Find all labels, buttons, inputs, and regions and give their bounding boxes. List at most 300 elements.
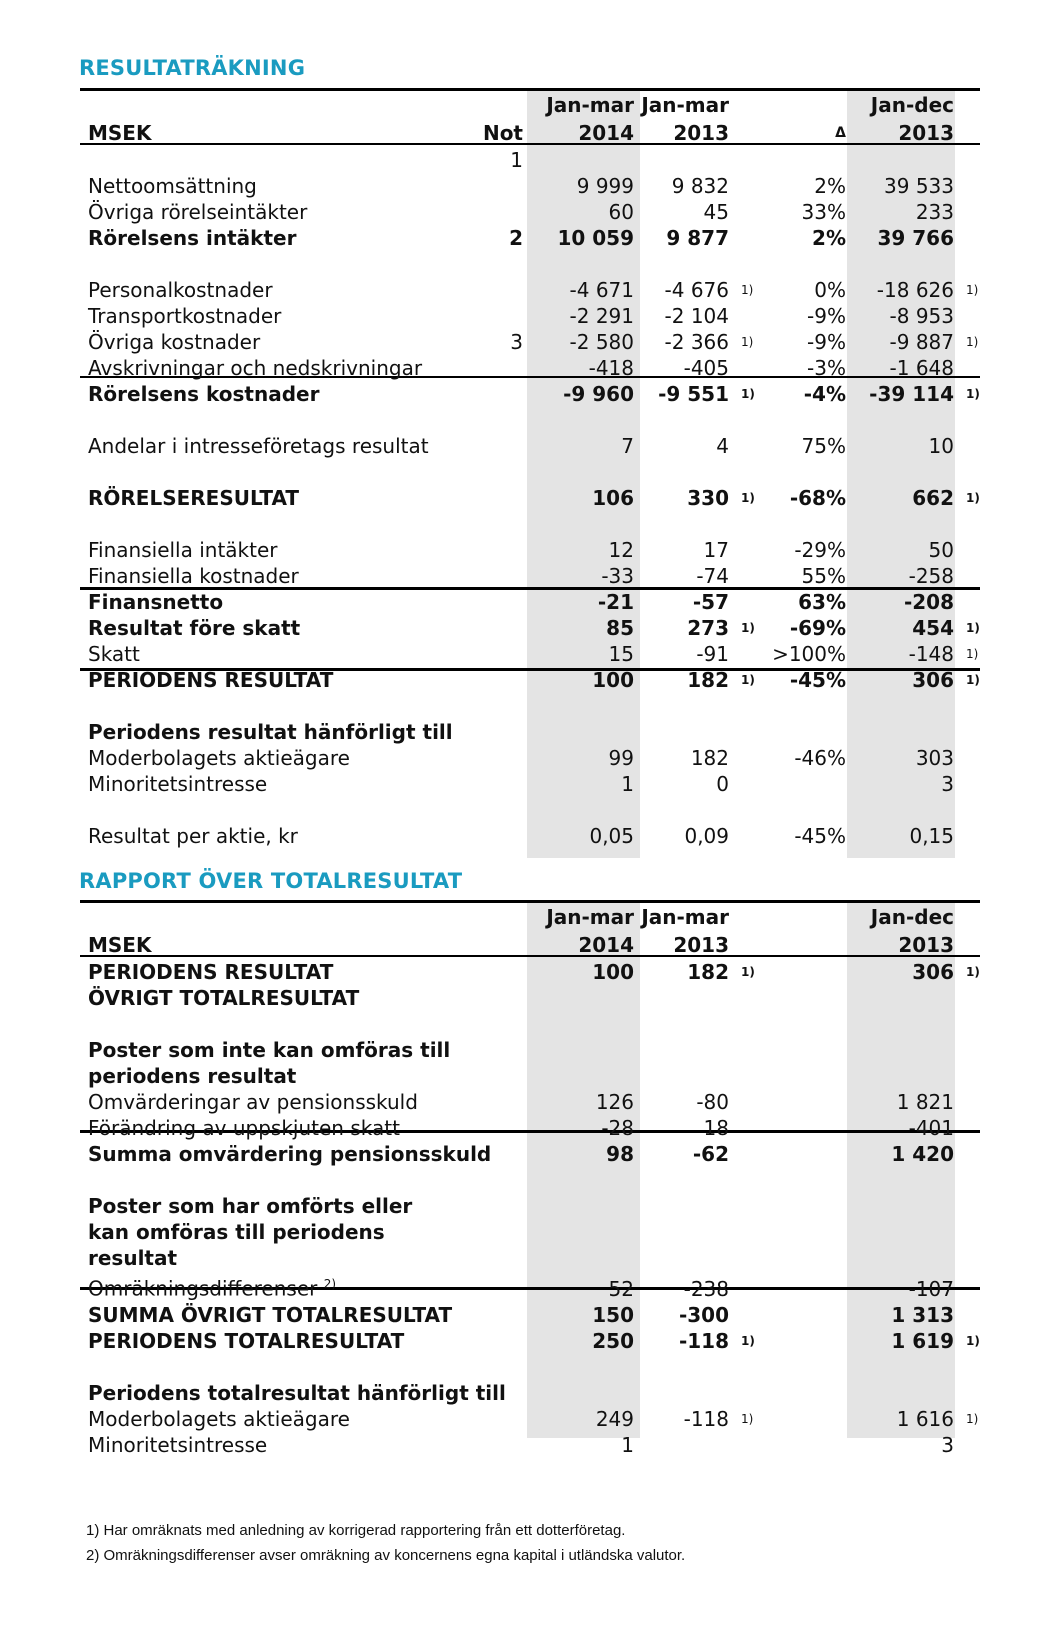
value-jan-mar-2014: 150: [592, 1302, 634, 1327]
value-jan-mar-2014: 52: [608, 1276, 634, 1301]
value-delta: [752, 147, 852, 173]
footnote-marker: [735, 303, 752, 329]
footnote-marker: [735, 1089, 752, 1115]
col2-head2-line2: 2013: [673, 933, 729, 957]
value-delta: -46%: [794, 746, 846, 770]
footnote-marker: [960, 1380, 980, 1406]
value-delta: [752, 1141, 852, 1167]
row-label: Moderbolagets aktieägare: [88, 746, 350, 770]
row-label: Skatt: [88, 642, 140, 666]
table-row: [80, 433, 980, 459]
value-jan-dec-2013: -107: [908, 1276, 954, 1301]
value-jan-dec-2013: 39 766: [877, 226, 954, 250]
row-label: SUMMA ÖVRIGT TOTALRESULTAT: [88, 1302, 453, 1327]
row-label: ÖVRIGT TOTALRESULTAT: [88, 986, 360, 1010]
row-note: [480, 1406, 527, 1432]
value-delta: -4%: [803, 382, 846, 406]
footnote-marker: [735, 199, 752, 225]
value-delta: -29%: [794, 538, 846, 562]
value-jan-mar-2013: -2 104: [664, 304, 729, 328]
value-delta: [752, 1063, 852, 1089]
footnote-marker: 1): [966, 387, 980, 401]
footnote-marker: 1): [741, 673, 755, 687]
value-jan-mar-2013: [640, 1432, 735, 1458]
value-jan-mar-2013: -405: [683, 356, 729, 380]
header2-row-1: [80, 903, 980, 931]
row-note: [480, 303, 527, 329]
row-label: Avskrivningar och nedskrivningar: [88, 356, 423, 380]
table-row: [80, 1115, 980, 1141]
row-label: periodens resultat: [88, 1064, 297, 1088]
col1-head2-line1: Jan-mar: [546, 905, 634, 929]
row-label: Transportkostnader: [88, 304, 282, 328]
col1-head-line2: 2014: [578, 121, 634, 145]
value-jan-mar-2014: 249: [595, 1406, 634, 1431]
row-note: 1: [510, 148, 523, 172]
footnote-marker: [735, 1432, 752, 1458]
row-note: [480, 589, 527, 615]
value-delta: 55%: [801, 564, 846, 588]
row-note: [480, 381, 527, 407]
value-jan-mar-2013: [640, 719, 735, 745]
value-jan-mar-2013: -9 551: [658, 382, 729, 406]
value-jan-mar-2014: 0,05: [589, 824, 634, 848]
table-row: [80, 1193, 980, 1219]
footnote-marker: [735, 563, 752, 589]
footnote-1: 1) Har omräknats med anledning av korrigerad rapportering från ett dotterföretag.: [86, 1522, 626, 1539]
value-jan-dec-2013: -258: [908, 564, 954, 588]
footnote-marker: [735, 719, 752, 745]
footnote-marker: [735, 1141, 752, 1167]
value-jan-dec-2013: 1 821: [896, 1090, 954, 1114]
value-jan-mar-2013: 0,09: [684, 824, 729, 848]
row-note: [480, 719, 527, 745]
footnote-marker: 1): [741, 621, 755, 635]
col2-head-line1: Jan-mar: [641, 93, 729, 117]
value-jan-mar-2013: [640, 1193, 735, 1219]
row-label: Rörelsens kostnader: [88, 382, 320, 406]
col2-head2-line1: Jan-mar: [641, 905, 729, 929]
table-row: [80, 1380, 980, 1406]
value-delta: -45%: [794, 824, 846, 848]
value-jan-mar-2013: 182: [687, 960, 729, 984]
spacer-row: [80, 511, 980, 537]
row-note: [480, 433, 527, 459]
value-jan-dec-2013: -8 953: [889, 304, 954, 328]
table-row: [80, 589, 980, 615]
spacer-row: [80, 251, 980, 277]
value-jan-mar-2013: -74: [696, 564, 729, 588]
table-row: [80, 1328, 980, 1354]
value-jan-dec-2013: [852, 1037, 960, 1063]
row-label: resultat: [88, 1246, 178, 1270]
footnote-marker: [960, 537, 980, 563]
row-label: Finansnetto: [88, 590, 224, 614]
value-jan-dec-2013: 39 533: [884, 174, 954, 198]
header2-row-2: [80, 931, 980, 959]
row-note: [480, 615, 527, 641]
footnote-marker: [735, 1115, 752, 1141]
row-label: Resultat före skatt: [88, 616, 301, 640]
value-jan-mar-2014: -21: [597, 590, 634, 614]
footnote-marker: 1): [741, 965, 755, 979]
row-label: [80, 1271, 480, 1302]
footnote-marker: [960, 719, 980, 745]
value-jan-mar-2013: 182: [690, 746, 729, 770]
col4-head-line2: 2013: [898, 121, 954, 145]
value-jan-mar-2014: -9 960: [563, 382, 634, 406]
footnote-marker: [960, 771, 980, 797]
value-delta: [752, 959, 852, 985]
row-label: Moderbolagets aktieägare: [88, 1406, 350, 1431]
value-jan-mar-2013: -91: [696, 642, 729, 666]
row-label: Minoritetsintresse: [88, 1432, 268, 1457]
value-jan-mar-2013: [640, 1063, 735, 1089]
table-row: [80, 563, 980, 589]
value-jan-dec-2013: [852, 985, 960, 1011]
table-row: [80, 641, 980, 667]
value-jan-dec-2013: 454: [912, 616, 954, 640]
table-row: [80, 1063, 980, 1089]
footnote-marker: [960, 1245, 980, 1271]
row-note: [480, 985, 527, 1011]
footnote-marker: [960, 433, 980, 459]
comprehensive-table: [80, 903, 980, 1458]
footnote-marker: [735, 771, 752, 797]
footnote-marker: [960, 563, 980, 589]
value-jan-dec-2013: 306: [912, 960, 954, 984]
value-jan-mar-2013: 17: [703, 538, 729, 562]
value-jan-mar-2013: -300: [678, 1302, 729, 1327]
label-footnote-marker: 2): [323, 1277, 337, 1291]
value-jan-mar-2014: [527, 985, 640, 1011]
row-note: [480, 1089, 527, 1115]
row-note: [480, 1302, 527, 1328]
table-row: [80, 329, 980, 355]
value-delta: [752, 771, 852, 797]
row-label: Andelar i intresseföretags resultat: [88, 434, 429, 458]
value-delta: -9%: [807, 330, 846, 354]
row-label: RÖRELSERESULTAT: [88, 486, 300, 510]
value-jan-dec-2013: [852, 147, 960, 173]
row-note: [480, 667, 527, 693]
value-delta: [752, 985, 852, 1011]
row-note: [480, 641, 527, 667]
value-jan-mar-2014: -33: [601, 564, 634, 588]
value-jan-mar-2014: [527, 1380, 640, 1406]
row-label: PERIODENS TOTALRESULTAT: [88, 1328, 405, 1353]
value-jan-mar-2013: [640, 1037, 735, 1063]
table-row: [80, 1302, 980, 1328]
footnote-marker: [735, 1219, 752, 1245]
row-label: Övriga rörelseintäkter: [88, 200, 308, 224]
value-jan-dec-2013: [852, 1380, 960, 1406]
footnote-marker: [960, 173, 980, 199]
value-jan-mar-2013: 18: [703, 1116, 729, 1140]
footnote-marker: [735, 823, 752, 849]
value-jan-mar-2013: [640, 1245, 735, 1271]
footnote-marker: 1): [741, 387, 755, 401]
table-row: [80, 1089, 980, 1115]
value-jan-mar-2013: 45: [703, 200, 729, 224]
table-row: [80, 985, 980, 1011]
footnote-marker: 1): [966, 621, 980, 635]
header-row-1: [80, 91, 980, 119]
value-jan-mar-2013: 330: [687, 486, 729, 510]
spacer-row: [80, 797, 980, 823]
footnote-marker: [960, 147, 980, 173]
value-jan-dec-2013: 306: [912, 668, 954, 692]
spacer-row: [80, 459, 980, 485]
value-jan-dec-2013: -39 114: [869, 382, 954, 406]
footnote-marker: 1): [741, 491, 755, 505]
value-jan-mar-2013: 273: [687, 616, 729, 640]
value-jan-mar-2014: 7: [621, 434, 634, 458]
footnote-marker: 1): [966, 1411, 979, 1426]
footnote-marker: [960, 1141, 980, 1167]
header-row-2: [80, 119, 980, 147]
footnote-marker: [735, 589, 752, 615]
value-jan-mar-2014: [527, 1037, 640, 1063]
value-jan-mar-2014: -28: [601, 1116, 634, 1140]
table-row: [80, 1141, 980, 1167]
value-jan-mar-2014: -418: [588, 356, 634, 380]
value-delta: 2%: [814, 174, 846, 198]
footnote-marker: [735, 745, 752, 771]
footnote-marker: [735, 1245, 752, 1271]
value-delta: 63%: [798, 590, 846, 614]
table-row: [80, 199, 980, 225]
comprehensive-title: RAPPORT ÖVER TOTALRESULTAT: [79, 869, 463, 893]
value-jan-dec-2013: [852, 1063, 960, 1089]
value-delta: 33%: [801, 200, 846, 224]
value-jan-dec-2013: [852, 1219, 960, 1245]
row-note: [480, 1271, 527, 1302]
value-delta: [752, 1037, 852, 1063]
footnote-marker: [735, 225, 752, 251]
row-label: kan omföras till periodens: [88, 1220, 385, 1244]
value-jan-mar-2013: [640, 985, 735, 1011]
table-row: [80, 1245, 980, 1271]
footnote-marker: [960, 589, 980, 615]
spacer-row: [80, 1011, 980, 1037]
table-row: [80, 381, 980, 407]
footnote-marker: 1): [966, 673, 980, 687]
col1-head2-line2: 2014: [578, 933, 634, 957]
value-jan-mar-2014: -2 291: [569, 304, 634, 328]
value-delta: [752, 1271, 852, 1302]
footnote-marker: 1): [966, 283, 979, 297]
footnote-marker: [735, 1063, 752, 1089]
row-note: [480, 485, 527, 511]
value-jan-dec-2013: -401: [908, 1116, 954, 1140]
value-jan-mar-2013: -57: [692, 590, 729, 614]
row-label-text: Omräkningsdifferenser: [88, 1276, 318, 1301]
footnote-marker: [735, 537, 752, 563]
footnote-marker: 1): [966, 647, 979, 661]
value-jan-dec-2013: 10: [928, 434, 954, 458]
value-jan-mar-2014: 10 059: [557, 226, 634, 250]
income-statement-table: [80, 91, 980, 849]
row-note: [480, 1063, 527, 1089]
value-jan-dec-2013: -9 887: [889, 330, 954, 354]
row-label: Nettoomsättning: [88, 174, 257, 198]
row-label: Periodens totalresultat hänförligt till: [88, 1380, 506, 1405]
value-jan-mar-2014: 100: [592, 668, 634, 692]
row-note: [480, 1219, 527, 1245]
footnote-marker: [735, 641, 752, 667]
row-note: [480, 771, 527, 797]
footnote-marker: [735, 355, 752, 381]
footnote-marker: [735, 985, 752, 1011]
value-delta: [752, 1193, 852, 1219]
footnote-marker: [735, 1302, 752, 1328]
value-jan-mar-2014: 15: [608, 642, 634, 666]
value-jan-mar-2013: -2 366: [664, 330, 729, 354]
footnote-marker: 1): [741, 283, 754, 297]
value-jan-mar-2013: -4 676: [664, 278, 729, 302]
row-note: [480, 277, 527, 303]
row-note: [480, 745, 527, 771]
value-jan-mar-2013: 182: [687, 668, 729, 692]
row-note: [480, 1115, 527, 1141]
row-note: [480, 355, 527, 381]
value-delta: [752, 1432, 852, 1458]
table-row: [80, 1432, 980, 1458]
footnote-marker: [960, 1432, 980, 1458]
row-label: Omvärderingar av pensionsskuld: [88, 1090, 418, 1114]
footnote-2: 2) Omräkningsdifferenser avser omräkning av koncernens egna kapital i utländska valutor.: [86, 1547, 686, 1564]
value-delta: -3%: [807, 356, 846, 380]
row-note: [480, 1432, 527, 1458]
income-statement-body: [80, 147, 980, 849]
row-label: [80, 147, 480, 173]
value-jan-mar-2014: [527, 1193, 640, 1219]
table-row: [80, 1406, 980, 1432]
row-note: [480, 563, 527, 589]
delta-label: Δ: [835, 125, 846, 141]
row-label: Summa omvärdering pensionsskuld: [88, 1142, 492, 1166]
table-row: [80, 173, 980, 199]
row-note: [480, 959, 527, 985]
footnote-marker: [960, 985, 980, 1011]
footnote-marker: 1): [741, 335, 754, 349]
table-row: [80, 1271, 980, 1302]
footnote-marker: [960, 1302, 980, 1328]
value-jan-dec-2013: [852, 1193, 960, 1219]
comprehensive-body: [80, 959, 980, 1458]
table-row: [80, 615, 980, 641]
value-jan-mar-2013: -118: [683, 1406, 729, 1431]
table-row: [80, 1219, 980, 1245]
row-label: Poster som har omförts eller: [88, 1194, 413, 1218]
value-delta: [752, 1406, 852, 1432]
footnote-marker: [735, 1271, 752, 1302]
value-jan-dec-2013: 1 616: [896, 1406, 954, 1431]
value-delta: -45%: [789, 668, 846, 692]
table-row: [80, 719, 980, 745]
value-jan-mar-2014: [527, 147, 640, 173]
value-jan-mar-2014: 1: [621, 772, 634, 796]
value-jan-mar-2013: -62: [692, 1142, 729, 1166]
value-delta: [752, 1115, 852, 1141]
value-delta: -68%: [789, 486, 846, 510]
footnote-marker: [960, 303, 980, 329]
footnotes: [86, 1518, 685, 1568]
row-note: [480, 1193, 527, 1219]
value-delta: 0%: [814, 278, 846, 302]
value-jan-mar-2013: [640, 1380, 735, 1406]
row-label: Finansiella kostnader: [88, 564, 299, 588]
value-delta: [752, 1302, 852, 1328]
col1-head-line1: Jan-mar: [546, 93, 634, 117]
spacer-row: [80, 407, 980, 433]
value-jan-mar-2013: 4: [716, 434, 729, 458]
value-jan-dec-2013: 0,15: [909, 824, 954, 848]
row-note: [480, 823, 527, 849]
table-row: [80, 771, 980, 797]
row-note: 2: [509, 226, 523, 250]
row-label: Övriga kostnader: [88, 330, 261, 354]
value-jan-dec-2013: 662: [912, 486, 954, 510]
footnote-marker: [960, 1193, 980, 1219]
value-delta: -69%: [789, 616, 846, 640]
footnote-marker: [960, 225, 980, 251]
value-delta: [752, 1245, 852, 1271]
value-jan-mar-2013: -80: [696, 1090, 729, 1114]
value-delta: [752, 1089, 852, 1115]
value-jan-mar-2014: [527, 1219, 640, 1245]
value-delta: [752, 1380, 852, 1406]
value-jan-mar-2014: 250: [592, 1328, 634, 1353]
value-jan-mar-2014: 85: [606, 616, 634, 640]
footnote-marker: 1): [741, 1411, 754, 1426]
footnote-marker: [735, 1380, 752, 1406]
value-jan-mar-2014: 1: [621, 1432, 634, 1457]
footnote-marker: [960, 199, 980, 225]
value-delta: [752, 1328, 852, 1354]
value-delta: [752, 719, 852, 745]
footnote-marker: [735, 433, 752, 459]
value-jan-dec-2013: -208: [903, 590, 954, 614]
footnote-marker: [960, 1063, 980, 1089]
value-jan-mar-2014: [527, 1063, 640, 1089]
row-note: [480, 1245, 527, 1271]
value-delta: 75%: [801, 434, 846, 458]
row-label: Periodens resultat hänförligt till: [88, 720, 453, 744]
footnote-marker: [735, 1037, 752, 1063]
value-jan-dec-2013: 303: [915, 746, 954, 770]
footnote-marker: [960, 745, 980, 771]
value-delta: 2%: [812, 226, 846, 250]
table-row: [80, 303, 980, 329]
value-jan-mar-2013: -118: [678, 1328, 729, 1353]
value-jan-mar-2014: 100: [592, 960, 634, 984]
row-label: Förändring av uppskjuten skatt: [88, 1116, 400, 1140]
value-delta: >100%: [772, 642, 846, 666]
table-row: [80, 959, 980, 985]
row-label: PERIODENS RESULTAT: [88, 960, 334, 984]
table-row: [80, 667, 980, 693]
footnote-marker: 1): [966, 335, 979, 349]
table-row: [80, 1037, 980, 1063]
value-jan-mar-2014: 99: [608, 746, 634, 770]
value-jan-mar-2014: 106: [592, 486, 634, 510]
value-jan-mar-2014: -2 580: [569, 330, 634, 354]
row-note: [480, 1328, 527, 1354]
value-jan-mar-2013: -238: [683, 1276, 729, 1301]
row-label: PERIODENS RESULTAT: [88, 668, 334, 692]
